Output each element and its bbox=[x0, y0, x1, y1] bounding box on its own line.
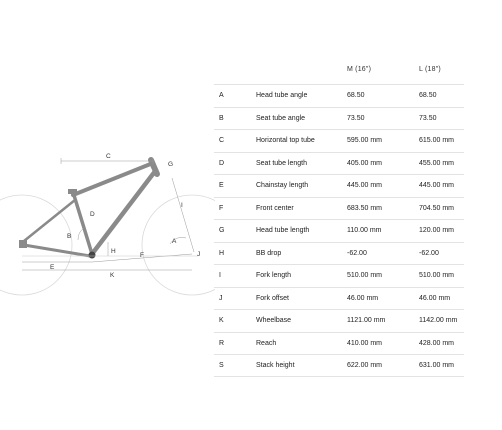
row-parameter: Reach bbox=[256, 339, 277, 347]
table-row bbox=[214, 197, 464, 220]
frame-geometry-diagram bbox=[0, 148, 215, 298]
chainstay bbox=[24, 245, 90, 256]
table-row bbox=[214, 354, 464, 377]
row-code: F bbox=[219, 204, 224, 212]
row-parameter: BB drop bbox=[256, 249, 282, 257]
row-value-m: 68.50 bbox=[347, 92, 365, 99]
row-value-m: 46.00 mm bbox=[347, 294, 379, 302]
row-code: S bbox=[219, 362, 224, 369]
row-parameter: Fork length bbox=[256, 272, 292, 279]
table-row bbox=[214, 332, 464, 355]
table-header bbox=[214, 62, 464, 84]
table-body bbox=[214, 84, 464, 377]
row-value-m: 683.50 mm bbox=[347, 204, 383, 212]
label-b: B bbox=[67, 233, 72, 240]
row-value-m: 622.00 mm bbox=[347, 362, 383, 369]
table-row bbox=[214, 84, 464, 107]
column-header-m: M (16") bbox=[347, 66, 372, 73]
label-i: I bbox=[181, 202, 183, 209]
table-row bbox=[214, 174, 464, 197]
row-code: G bbox=[219, 227, 225, 234]
row-value-l: 455.00 mm bbox=[419, 159, 455, 167]
row-value-l: 46.00 mm bbox=[419, 294, 451, 302]
row-value-l: 704.50 mm bbox=[419, 204, 455, 212]
row-value-l: 68.50 bbox=[419, 92, 437, 99]
row-code: H bbox=[219, 249, 225, 257]
row-value-m: 1121.00 mm bbox=[347, 317, 386, 324]
row-parameter: Head tube length bbox=[256, 227, 310, 234]
row-code: R bbox=[219, 339, 225, 347]
row-code: E bbox=[219, 182, 224, 189]
table-row bbox=[214, 309, 464, 332]
row-parameter: Wheelbase bbox=[256, 317, 292, 324]
row-code: J bbox=[219, 294, 223, 302]
row-value-l: 510.00 mm bbox=[419, 272, 455, 279]
column-header-l: L (18") bbox=[419, 66, 441, 73]
row-value-l: 615.00 mm bbox=[419, 137, 455, 144]
row-value-l: 445.00 mm bbox=[419, 182, 455, 189]
label-e: E bbox=[50, 264, 55, 271]
row-parameter: Chainstay length bbox=[256, 182, 309, 189]
row-value-l: 428.00 mm bbox=[419, 339, 455, 347]
row-parameter: Seat tube angle bbox=[256, 114, 306, 122]
table-row bbox=[214, 107, 464, 130]
row-value-m: 110.00 mm bbox=[347, 227, 382, 234]
table-row bbox=[214, 287, 464, 310]
row-value-l: 1142.00 mm bbox=[419, 317, 458, 324]
row-value-l: 631.00 mm bbox=[419, 362, 455, 369]
label-k: K bbox=[110, 272, 115, 279]
row-value-m: 510.00 mm bbox=[347, 272, 383, 279]
frame bbox=[19, 160, 157, 259]
label-h: H bbox=[111, 248, 116, 255]
row-value-l: 73.50 bbox=[419, 114, 437, 122]
table-row bbox=[214, 264, 464, 287]
row-value-m: 73.50 bbox=[347, 114, 365, 122]
table-row bbox=[214, 152, 464, 175]
row-parameter: Seat tube length bbox=[256, 159, 307, 167]
bottom-bracket bbox=[89, 252, 96, 259]
row-value-m: 595.00 mm bbox=[347, 137, 383, 144]
row-parameter: Horizontal top tube bbox=[256, 137, 315, 144]
row-value-m: 405.00 mm bbox=[347, 159, 383, 167]
label-g: G bbox=[168, 161, 174, 168]
front-wheel bbox=[142, 195, 215, 295]
label-a: A bbox=[172, 238, 177, 245]
row-parameter: Front center bbox=[256, 204, 294, 212]
row-code: I bbox=[219, 272, 221, 279]
row-value-m: 445.00 mm bbox=[347, 182, 383, 189]
row-value-m: 410.00 mm bbox=[347, 339, 383, 347]
geometry-table bbox=[214, 62, 464, 377]
row-code: A bbox=[219, 92, 224, 99]
row-value-l: 120.00 mm bbox=[419, 227, 455, 234]
row-parameter: Stack height bbox=[256, 362, 295, 369]
label-d: D bbox=[90, 211, 95, 218]
row-code: K bbox=[219, 317, 224, 324]
label-c: C bbox=[106, 153, 111, 160]
table-row bbox=[214, 129, 464, 152]
label-j: J bbox=[197, 251, 201, 258]
row-code: C bbox=[219, 137, 225, 144]
row-parameter: Head tube angle bbox=[256, 92, 308, 99]
row-code: B bbox=[219, 114, 224, 122]
table-row bbox=[214, 242, 464, 265]
row-value-m: -62.00 bbox=[347, 249, 367, 257]
label-f: F bbox=[140, 252, 144, 259]
dimension-lines bbox=[22, 158, 201, 270]
row-code: D bbox=[219, 159, 225, 167]
rear-dropout bbox=[19, 240, 27, 248]
row-value-l: -62.00 bbox=[419, 249, 439, 257]
seat-tube bbox=[73, 192, 92, 254]
table-row bbox=[214, 219, 464, 242]
seat-post-collar bbox=[68, 189, 77, 194]
row-parameter: Fork offset bbox=[256, 294, 289, 302]
